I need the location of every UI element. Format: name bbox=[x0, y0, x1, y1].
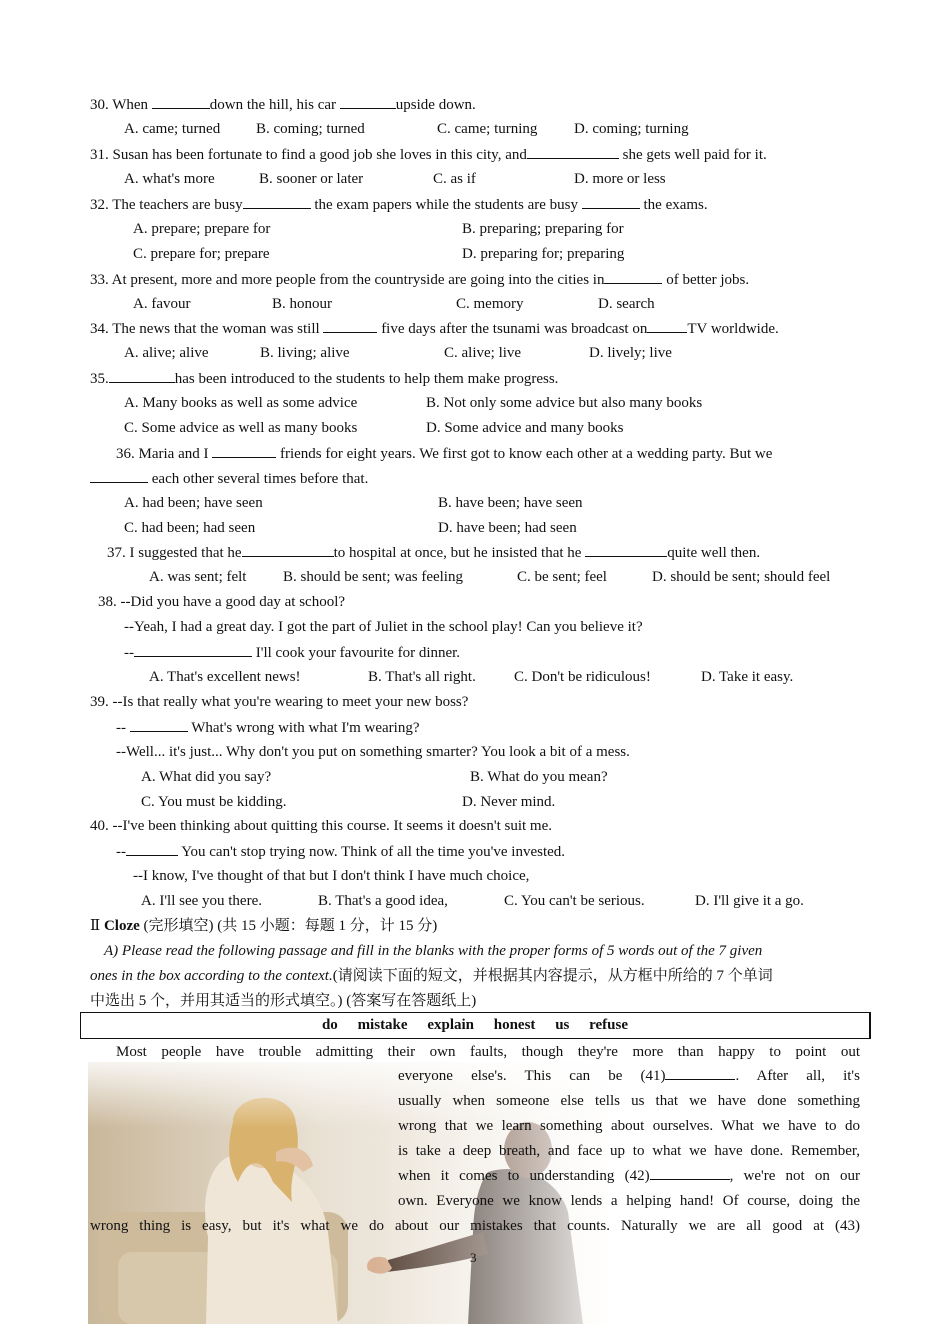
q33-option-b: B. honour bbox=[272, 296, 332, 312]
q35-option-c: C. Some advice as well as many books bbox=[124, 420, 358, 436]
q32-option-d: D. preparing for; preparing bbox=[462, 246, 625, 262]
q33-option-a: A. favour bbox=[133, 296, 191, 312]
word-box bbox=[80, 1012, 871, 1039]
q35-option-b: B. Not only some advice but also many books bbox=[426, 395, 703, 411]
q31-option-a: A. what's more bbox=[124, 171, 215, 187]
q36-stem: 36. Maria and I friends for eight years. We first got to know each other at a wedding party. But we bbox=[116, 443, 772, 464]
passage-line6: when it comes to understanding (42) , we're not on our bbox=[398, 1164, 860, 1189]
blank[interactable] bbox=[604, 269, 662, 284]
word-box-item: us bbox=[555, 1017, 570, 1033]
blank[interactable] bbox=[130, 717, 188, 732]
passage-line7: own. Everyone we know lends a helping hand! Of course, doing the bbox=[398, 1193, 860, 1209]
q37-option-b: B. should be sent; was feeling bbox=[283, 569, 463, 585]
q36-stem-cont: each other several times before that. bbox=[90, 468, 368, 489]
q30-option-a: A. came; turned bbox=[124, 121, 221, 137]
q39-option-a: A. What did you say? bbox=[141, 769, 272, 785]
blank[interactable] bbox=[212, 443, 276, 458]
q40-line3: --I know, I've thought of that but I don't think I have much choice, bbox=[133, 868, 530, 884]
instruction-line3: 中选出 5 个，并用其适当的形式填空。) (答案写在答题纸上) bbox=[90, 993, 477, 1009]
q31-option-b: B. sooner or later bbox=[259, 171, 364, 187]
q33-option-c: C. memory bbox=[456, 296, 524, 312]
q39-line2: -- What's wrong with what I'm wearing? bbox=[116, 717, 420, 738]
q33-option-d: D. search bbox=[598, 296, 655, 312]
q39-option-c: C. You must be kidding. bbox=[141, 794, 287, 810]
word-box-item: refuse bbox=[589, 1017, 629, 1033]
q39-line1: 39. --Is that really what you're wearing to meet your new boss? bbox=[90, 694, 469, 710]
passage-line2: everyone else's. This can be (41) . After all, it's bbox=[398, 1064, 860, 1089]
q34-stem: 34. The news that the woman was still five days after the tsunami was broadcast on TV worldwide. bbox=[90, 318, 779, 339]
blank[interactable] bbox=[242, 542, 334, 557]
q30-option-d: D. coming; turning bbox=[574, 121, 689, 137]
word-box-item: explain bbox=[427, 1017, 474, 1033]
q40-option-a: A. I'll see you there. bbox=[141, 893, 262, 909]
q39-option-d: D. Never mind. bbox=[462, 794, 556, 810]
q40-line2: -- You can't stop trying now. Think of all the time you've invested. bbox=[116, 841, 565, 862]
q39-option-b: B. What do you mean? bbox=[470, 769, 608, 785]
q34-option-d: D. lively; live bbox=[589, 345, 672, 361]
q38-option-a: A. That's excellent news! bbox=[149, 669, 301, 685]
q33-stem: 33. At present, more and more people from the countryside are going into the cities in of better jobs. bbox=[90, 269, 749, 290]
q35-option-d: D. Some advice and many books bbox=[426, 420, 624, 436]
q34-option-a: A. alive; alive bbox=[124, 345, 209, 361]
q32-option-b: B. preparing; preparing for bbox=[462, 221, 624, 237]
q36-option-b: B. have been; have seen bbox=[438, 495, 583, 511]
blank[interactable] bbox=[650, 1165, 730, 1180]
q32-option-a: A. prepare; prepare for bbox=[133, 221, 271, 237]
q37-option-a: A. was sent; felt bbox=[149, 569, 247, 585]
section-heading: Ⅱ Cloze (完形填空) (共 15 小题：每题 1 分，计 15 分) bbox=[90, 918, 438, 934]
q38-option-b: B. That's all right. bbox=[368, 669, 476, 685]
page-number: 3 bbox=[470, 1250, 477, 1265]
q40-line1: 40. --I've been thinking about quitting this course. It seems it doesn't suit me. bbox=[90, 818, 552, 834]
q34-option-c: C. alive; live bbox=[444, 345, 522, 361]
word-box-item: do bbox=[321, 1017, 338, 1033]
q37-option-c: C. be sent; feel bbox=[517, 569, 607, 585]
q31-stem: 31. Susan has been fortunate to find a good job she loves in this city, and she gets well paid for it. bbox=[90, 144, 767, 165]
blank[interactable] bbox=[527, 144, 619, 159]
q40-option-b: B. That's a good idea, bbox=[318, 893, 448, 909]
blank[interactable] bbox=[134, 642, 252, 657]
q31-option-d: D. more or less bbox=[574, 171, 666, 187]
blank[interactable] bbox=[90, 468, 148, 483]
q30-stem: 30. When down the hill, his car upside down. bbox=[90, 94, 476, 115]
blank[interactable] bbox=[243, 194, 311, 209]
instruction-line2: ones in the box according to the context.(请阅读下面的短文，并根据其内容提示，从方框中所给的 7 个单词 bbox=[90, 968, 773, 984]
blank[interactable] bbox=[665, 1065, 735, 1080]
blank[interactable] bbox=[323, 318, 377, 333]
instruction-line1: A) Please read the following passage and fill in the blanks with the proper forms of 5 words out of the 7 given bbox=[104, 943, 763, 959]
passage-line8: wrong thing is easy, but it's what we do about our mistakes that counts. Naturally we are all good at (43) bbox=[90, 1218, 860, 1234]
q35-option-a: A. Many books as well as some advice bbox=[124, 395, 358, 411]
blank[interactable] bbox=[647, 318, 687, 333]
q38-line1: 38. --Did you have a good day at school? bbox=[98, 594, 346, 610]
blank[interactable] bbox=[340, 94, 396, 109]
word-box-item: honest bbox=[493, 1017, 536, 1033]
passage-line5: is take a deep breath, and face up to what we have done. Remember, bbox=[398, 1143, 860, 1159]
q37-option-d: D. should be sent; should feel bbox=[652, 569, 831, 585]
q36-option-c: C. had been; had seen bbox=[124, 520, 256, 536]
q32-stem: 32. The teachers are busy the exam papers while the students are busy the exams. bbox=[90, 194, 708, 215]
q36-option-a: A. had been; have seen bbox=[124, 495, 263, 511]
q38-line3: -- I'll cook your favourite for dinner. bbox=[124, 642, 460, 663]
q37-stem: 37. I suggested that he to hospital at once, but he insisted that he quite well then. bbox=[107, 542, 760, 563]
q34-option-b: B. living; alive bbox=[260, 345, 350, 361]
q40-option-c: C. You can't be serious. bbox=[504, 893, 645, 909]
q38-option-d: D. Take it easy. bbox=[701, 669, 794, 685]
q30-option-c: C. came; turning bbox=[437, 121, 538, 137]
q31-option-c: C. as if bbox=[433, 171, 476, 187]
word-box-item: mistake bbox=[357, 1017, 408, 1033]
q32-option-c: C. prepare for; prepare bbox=[133, 246, 270, 262]
q30-option-b: B. coming; turned bbox=[256, 121, 365, 137]
passage-line3: usually when someone else tells us that we have done something bbox=[398, 1093, 860, 1109]
q40-option-d: D. I'll give it a go. bbox=[695, 893, 804, 909]
q38-option-c: C. Don't be ridiculous! bbox=[514, 669, 651, 685]
q39-line3: --Well... it's just... Why don't you put on something smarter? You look a bit of a mess. bbox=[116, 744, 630, 760]
q36-option-d: D. have been; had seen bbox=[438, 520, 577, 536]
blank[interactable] bbox=[126, 841, 178, 856]
passage-line1: Most people have trouble admitting their own faults, though they're more than happy to point out bbox=[116, 1044, 860, 1060]
q35-stem: 35. has been introduced to the students to help them make progress. bbox=[90, 368, 558, 389]
blank[interactable] bbox=[582, 194, 640, 209]
passage-line4: wrong that we learn something about ourselves. What we have to do bbox=[398, 1118, 860, 1134]
blank[interactable] bbox=[109, 368, 175, 383]
q38-line2: --Yeah, I had a great day. I got the part of Juliet in the school play! Can you believe it? bbox=[124, 619, 643, 635]
blank[interactable] bbox=[585, 542, 667, 557]
blank[interactable] bbox=[152, 94, 210, 109]
